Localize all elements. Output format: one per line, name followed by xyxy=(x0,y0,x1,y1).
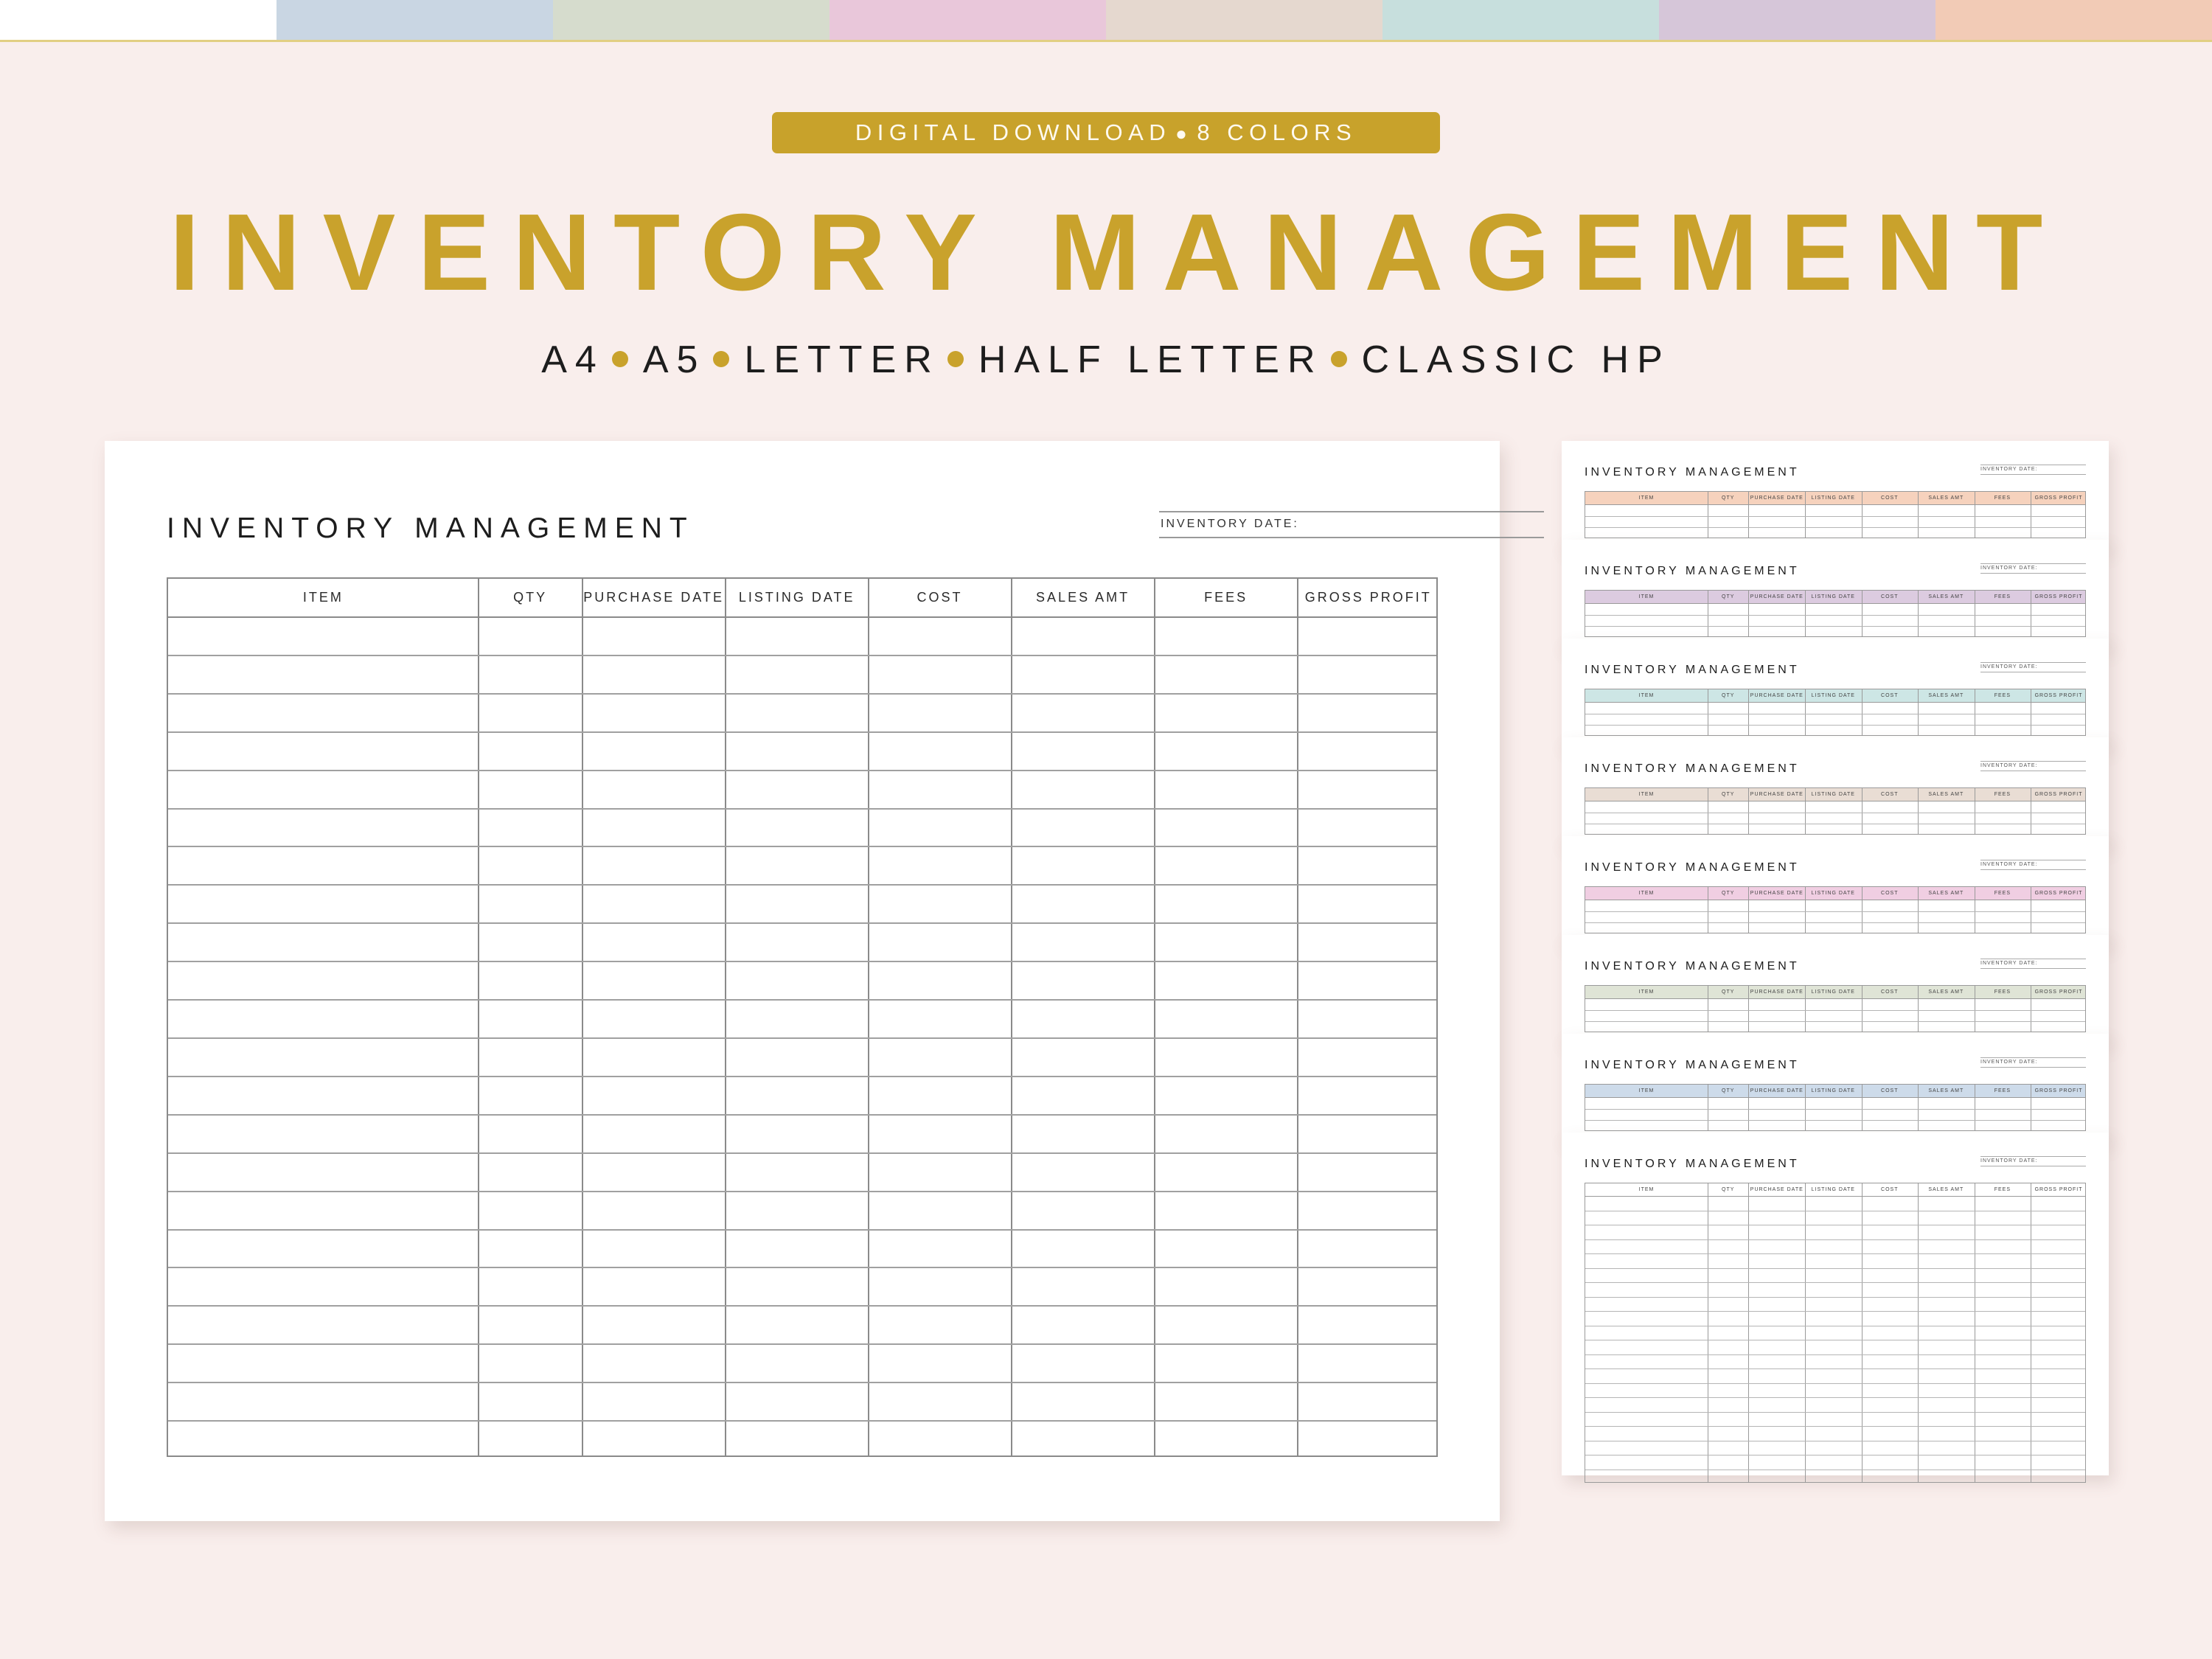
color-variant-thumbnail xyxy=(1562,935,2109,1042)
thumbnail-column-header: SALES AMT xyxy=(1928,1187,1964,1192)
thumbnail-date-label: INVENTORY DATE: xyxy=(1980,862,2038,867)
thumbnail-column-header: COST xyxy=(1881,693,1899,698)
thumbnail-column-header: QTY xyxy=(1722,1088,1735,1093)
thumbnail-row xyxy=(1585,922,2085,923)
table-row xyxy=(168,1076,1436,1077)
thumbnail-column-divider xyxy=(1748,1085,1749,1130)
page-title: INVENTORY MANAGEMENT xyxy=(169,192,2065,313)
color-swatch xyxy=(1106,0,1382,40)
thumbnail-column-header: COST xyxy=(1881,891,1899,896)
thumbnail-column-divider xyxy=(1862,591,1863,636)
column-header: SALES AMT xyxy=(1036,590,1130,605)
size-label: LETTER xyxy=(744,338,940,381)
thumbnail-column-header: PURCHASE DATE xyxy=(1750,1187,1804,1192)
color-swatch xyxy=(553,0,830,40)
thumbnail-table xyxy=(1585,1084,2086,1131)
thumbnail-date-line xyxy=(1980,662,2086,663)
table-row xyxy=(168,808,1436,810)
thumbnail-table xyxy=(1585,886,2086,933)
table-row xyxy=(168,961,1436,962)
thumbnail-date-line xyxy=(1980,869,2086,870)
thumbnail-column-divider xyxy=(1748,788,1749,834)
thumbnail-column-header: LISTING DATE xyxy=(1811,1088,1855,1093)
thumbnail-column-header: COST xyxy=(1881,792,1899,797)
column-header: ITEM xyxy=(302,590,344,605)
thumbnail-column-divider xyxy=(1862,1183,1863,1482)
column-divider xyxy=(478,579,479,1455)
thumbnail-column-header: GROSS PROFIT xyxy=(2034,594,2083,599)
thumbnail-column-divider xyxy=(1918,1085,1919,1130)
table-header-row xyxy=(168,579,1436,618)
thumbnail-column-divider xyxy=(1918,887,1919,933)
size-label: CLASSIC HP xyxy=(1361,338,1671,381)
thumbnail-row xyxy=(1585,1297,2085,1298)
badge-dot: ● xyxy=(1175,122,1193,145)
digital-download-badge xyxy=(772,112,1440,153)
inventory-date-label: INVENTORY DATE: xyxy=(1161,518,1299,530)
thumbnail-header-row xyxy=(1585,689,2085,703)
thumbnail-column-divider xyxy=(1918,986,1919,1032)
column-divider xyxy=(582,579,583,1455)
column-header: LISTING DATE xyxy=(738,590,855,605)
table-row xyxy=(168,884,1436,886)
table-row xyxy=(168,770,1436,771)
thumbnail-column-header: LISTING DATE xyxy=(1811,594,1855,599)
color-variant-thumbnail xyxy=(1562,737,2109,844)
thumbnail-column-header: ITEM xyxy=(1638,1187,1655,1192)
thumbnail-header-row xyxy=(1585,1183,2085,1197)
thumbnail-header-row xyxy=(1585,591,2085,604)
thumbnail-row xyxy=(1585,1253,2085,1254)
thumbnail-column-header: LISTING DATE xyxy=(1811,990,1855,995)
thumbnail-column-divider xyxy=(1805,788,1806,834)
thumbnail-date-label: INVENTORY DATE: xyxy=(1980,1158,2038,1164)
column-divider xyxy=(868,579,869,1455)
color-variant-thumbnail xyxy=(1562,540,2109,647)
thumbnail-column-divider xyxy=(1862,1085,1863,1130)
thumbnail-column-divider xyxy=(1748,887,1749,933)
table-row xyxy=(168,1382,1436,1383)
thumbnail-table xyxy=(1585,787,2086,835)
thumbnail-column-divider xyxy=(1805,986,1806,1032)
thumbnail-row xyxy=(1585,911,2085,912)
thumbnail-row xyxy=(1585,527,2085,528)
thumbnail-column-header: GROSS PROFIT xyxy=(2034,1088,2083,1093)
size-list xyxy=(0,335,2212,384)
thumbnail-row xyxy=(1585,1368,2085,1369)
thumbnail-date-line xyxy=(1980,761,2086,762)
thumbnail-date-line xyxy=(1980,474,2086,475)
color-variant-thumbnail xyxy=(1562,441,2109,548)
thumbnail-column-header: FEES xyxy=(1994,1088,2011,1093)
thumbnail-row xyxy=(1585,1268,2085,1269)
thumbnail-column-header: FEES xyxy=(1994,990,2011,995)
thumbnail-row xyxy=(1585,1426,2085,1427)
thumbnail-title: INVENTORY MANAGEMENT xyxy=(1585,565,1800,577)
thumbnail-date-label: INVENTORY DATE: xyxy=(1980,664,2038,669)
thumbnail-row xyxy=(1585,1311,2085,1312)
table-row xyxy=(168,922,1436,924)
badge-right-text: 8 COLORS xyxy=(1197,119,1357,145)
size-label: A4 xyxy=(541,338,605,381)
thumbnail-date-label: INVENTORY DATE: xyxy=(1980,467,2038,472)
thumbnail-column-divider xyxy=(1805,689,1806,735)
thumbnail-column-header: SALES AMT xyxy=(1928,990,1964,995)
column-header: COST xyxy=(917,590,963,605)
thumbnail-column-header: LISTING DATE xyxy=(1811,792,1855,797)
thumbnail-column-header: FEES xyxy=(1994,891,2011,896)
thumbnail-header-row xyxy=(1585,788,2085,801)
color-variant-thumbnail xyxy=(1562,1133,2109,1475)
thumbnail-column-header: QTY xyxy=(1722,792,1735,797)
thumbnail-column-header: PURCHASE DATE xyxy=(1750,891,1804,896)
thumbnail-column-header: LISTING DATE xyxy=(1811,693,1855,698)
thumbnail-column-header: SALES AMT xyxy=(1928,1088,1964,1093)
thumbnail-column-header: QTY xyxy=(1722,693,1735,698)
table-row xyxy=(168,1305,1436,1307)
bullet-dot xyxy=(713,351,729,367)
thumbnail-header-row xyxy=(1585,986,2085,999)
thumbnail-column-divider xyxy=(1748,689,1749,735)
date-line-top xyxy=(1159,511,1544,512)
thumbnail-date-line xyxy=(1980,1067,2086,1068)
color-variant-thumbnail xyxy=(1562,1034,2109,1141)
thumbnail-row xyxy=(1585,516,2085,517)
thumbnail-column-header: PURCHASE DATE xyxy=(1750,792,1804,797)
thumbnail-column-header: FEES xyxy=(1994,792,2011,797)
thumbnail-column-header: LISTING DATE xyxy=(1811,891,1855,896)
color-variant-thumbnail xyxy=(1562,836,2109,943)
thumbnail-date-line xyxy=(1980,1156,2086,1157)
column-divider xyxy=(1154,579,1155,1455)
thumbnail-column-header: QTY xyxy=(1722,1187,1735,1192)
column-header: GROSS PROFIT xyxy=(1304,590,1432,605)
thumbnail-column-header: COST xyxy=(1881,594,1899,599)
thumbnail-column-divider xyxy=(1862,788,1863,834)
thumbnail-table xyxy=(1585,590,2086,637)
thumbnail-column-header: COST xyxy=(1881,1187,1899,1192)
table-row xyxy=(168,1343,1436,1345)
sheet-title: INVENTORY MANAGEMENT xyxy=(167,512,695,544)
thumbnail-column-divider xyxy=(1918,492,1919,538)
table-row xyxy=(168,655,1436,656)
table-row xyxy=(168,1229,1436,1231)
thumbnail-row xyxy=(1585,1109,2085,1110)
thumbnail-title: INVENTORY MANAGEMENT xyxy=(1585,960,1800,973)
thumbnail-column-header: GROSS PROFIT xyxy=(2034,990,2083,995)
table-row xyxy=(168,1191,1436,1192)
thumbnail-column-divider xyxy=(1748,492,1749,538)
thumbnail-column-header: SALES AMT xyxy=(1928,594,1964,599)
thumbnail-row xyxy=(1585,1282,2085,1283)
thumbnail-column-header: ITEM xyxy=(1638,990,1655,995)
column-divider xyxy=(1297,579,1298,1455)
color-variant-thumbnail xyxy=(1562,639,2109,745)
table-row xyxy=(168,999,1436,1001)
thumbnail-date-label: INVENTORY DATE: xyxy=(1980,763,2038,768)
date-line-bottom xyxy=(1159,537,1544,538)
size-label: HALF LETTER xyxy=(978,338,1324,381)
thumbnail-row xyxy=(1585,1021,2085,1022)
thumbnail-row xyxy=(1585,1010,2085,1011)
thumbnail-column-divider xyxy=(1748,591,1749,636)
thumbnail-column-header: GROSS PROFIT xyxy=(2034,1187,2083,1192)
table-row xyxy=(168,846,1436,847)
thumbnail-column-header: SALES AMT xyxy=(1928,891,1964,896)
thumbnail-column-header: GROSS PROFIT xyxy=(2034,792,2083,797)
color-swatch xyxy=(1935,0,2212,40)
table-row xyxy=(168,693,1436,695)
column-header: PURCHASE DATE xyxy=(583,590,724,605)
thumbnail-title: INVENTORY MANAGEMENT xyxy=(1585,762,1800,775)
thumbnail-column-header: ITEM xyxy=(1638,693,1655,698)
column-divider xyxy=(1011,579,1012,1455)
thumbnail-date-label: INVENTORY DATE: xyxy=(1980,961,2038,966)
thumbnail-column-header: SALES AMT xyxy=(1928,693,1964,698)
thumbnail-column-header: QTY xyxy=(1722,495,1735,501)
thumbnail-column-header: FEES xyxy=(1994,1187,2011,1192)
thumbnail-column-divider xyxy=(1862,689,1863,735)
thumbnail-column-header: FEES xyxy=(1994,693,2011,698)
thumbnail-column-header: COST xyxy=(1881,990,1899,995)
thumbnail-title: INVENTORY MANAGEMENT xyxy=(1585,1059,1800,1071)
thumbnail-row xyxy=(1585,725,2085,726)
thumbnail-column-divider xyxy=(1748,1183,1749,1482)
thumbnail-column-divider xyxy=(1805,1183,1806,1482)
thumbnail-column-header: QTY xyxy=(1722,990,1735,995)
thumbnail-table xyxy=(1585,491,2086,538)
thumbnail-column-header: QTY xyxy=(1722,891,1735,896)
thumbnail-column-header: COST xyxy=(1881,495,1899,501)
thumbnail-date-line xyxy=(1980,573,2086,574)
thumbnail-column-header: SALES AMT xyxy=(1928,495,1964,501)
thumbnail-row xyxy=(1585,615,2085,616)
column-header: FEES xyxy=(1204,590,1248,605)
thumbnail-column-header: ITEM xyxy=(1638,792,1655,797)
thumbnail-row xyxy=(1585,1397,2085,1398)
thumbnail-column-divider xyxy=(1918,591,1919,636)
table-row xyxy=(168,1037,1436,1039)
thumbnail-column-divider xyxy=(1748,986,1749,1032)
thumbnail-title: INVENTORY MANAGEMENT xyxy=(1585,1158,1800,1170)
thumbnail-column-divider xyxy=(1805,1085,1806,1130)
thumbnail-header-row xyxy=(1585,1085,2085,1098)
bullet-dot xyxy=(947,351,964,367)
thumbnail-date-label: INVENTORY DATE: xyxy=(1980,1060,2038,1065)
table-row xyxy=(168,1420,1436,1422)
thumbnail-column-header: PURCHASE DATE xyxy=(1750,594,1804,599)
thumbnail-column-header: GROSS PROFIT xyxy=(2034,693,2083,698)
color-swatch-strip xyxy=(0,0,2212,40)
badge-left-text: DIGITAL DOWNLOAD xyxy=(855,119,1172,145)
thumbnail-column-header: ITEM xyxy=(1638,495,1655,501)
thumbnail-column-divider xyxy=(1862,492,1863,538)
thumbnail-date-line xyxy=(1980,1057,2086,1058)
thumbnail-column-divider xyxy=(1862,986,1863,1032)
table-row xyxy=(168,731,1436,733)
thumbnail-column-header: LISTING DATE xyxy=(1811,1187,1855,1192)
strip-divider xyxy=(0,40,2212,42)
thumbnail-date-label: INVENTORY DATE: xyxy=(1980,566,2038,571)
table-row xyxy=(168,1267,1436,1268)
thumbnail-column-header: PURCHASE DATE xyxy=(1750,495,1804,501)
inventory-table xyxy=(167,577,1438,1457)
thumbnail-column-divider xyxy=(1918,788,1919,834)
thumbnail-row xyxy=(1585,626,2085,627)
thumbnail-date-line xyxy=(1980,968,2086,969)
column-divider xyxy=(725,579,726,1455)
inventory-sheet-preview xyxy=(105,441,1500,1521)
thumbnail-table xyxy=(1585,985,2086,1032)
table-row xyxy=(168,1152,1436,1154)
thumbnail-row xyxy=(1585,1239,2085,1240)
thumbnail-row xyxy=(1585,1412,2085,1413)
thumbnail-row xyxy=(1585,1383,2085,1384)
thumbnail-column-divider xyxy=(1918,1183,1919,1482)
thumbnail-column-header: ITEM xyxy=(1638,891,1655,896)
color-swatch xyxy=(1659,0,1935,40)
color-swatch xyxy=(830,0,1106,40)
thumbnail-column-header: GROSS PROFIT xyxy=(2034,891,2083,896)
thumbnail-column-header: ITEM xyxy=(1638,594,1655,599)
thumbnail-header-row xyxy=(1585,492,2085,505)
color-swatch xyxy=(1382,0,1659,40)
thumbnail-column-header: FEES xyxy=(1994,594,2011,599)
thumbnail-row xyxy=(1585,1120,2085,1121)
thumbnail-column-header: SALES AMT xyxy=(1928,792,1964,797)
thumbnail-column-divider xyxy=(1862,887,1863,933)
thumbnail-column-header: PURCHASE DATE xyxy=(1750,990,1804,995)
bullet-dot xyxy=(612,351,628,367)
thumbnail-title: INVENTORY MANAGEMENT xyxy=(1585,861,1800,874)
thumbnail-column-header: GROSS PROFIT xyxy=(2034,495,2083,501)
thumbnail-column-divider xyxy=(1918,689,1919,735)
thumbnail-column-header: ITEM xyxy=(1638,1088,1655,1093)
thumbnail-date-line xyxy=(1980,563,2086,564)
thumbnail-title: INVENTORY MANAGEMENT xyxy=(1585,466,1800,479)
thumbnail-column-divider xyxy=(1805,887,1806,933)
table-row xyxy=(168,1114,1436,1116)
thumbnail-column-header: PURCHASE DATE xyxy=(1750,693,1804,698)
thumbnail-column-header: QTY xyxy=(1722,594,1735,599)
color-swatch xyxy=(276,0,553,40)
bullet-dot xyxy=(1331,351,1347,367)
thumbnail-table xyxy=(1585,689,2086,736)
thumbnail-column-header: LISTING DATE xyxy=(1811,495,1855,501)
thumbnail-column-header: FEES xyxy=(1994,495,2011,501)
size-label: A5 xyxy=(642,338,706,381)
thumbnail-column-divider xyxy=(1805,591,1806,636)
thumbnail-table xyxy=(1585,1183,2086,1483)
thumbnail-column-header: COST xyxy=(1881,1088,1899,1093)
thumbnail-column-header: PURCHASE DATE xyxy=(1750,1088,1804,1093)
column-header: QTY xyxy=(513,590,548,605)
thumbnail-row xyxy=(1585,1354,2085,1355)
thumbnail-column-divider xyxy=(1805,492,1806,538)
color-swatch xyxy=(0,0,276,40)
thumbnail-title: INVENTORY MANAGEMENT xyxy=(1585,664,1800,676)
thumbnail-header-row xyxy=(1585,887,2085,900)
